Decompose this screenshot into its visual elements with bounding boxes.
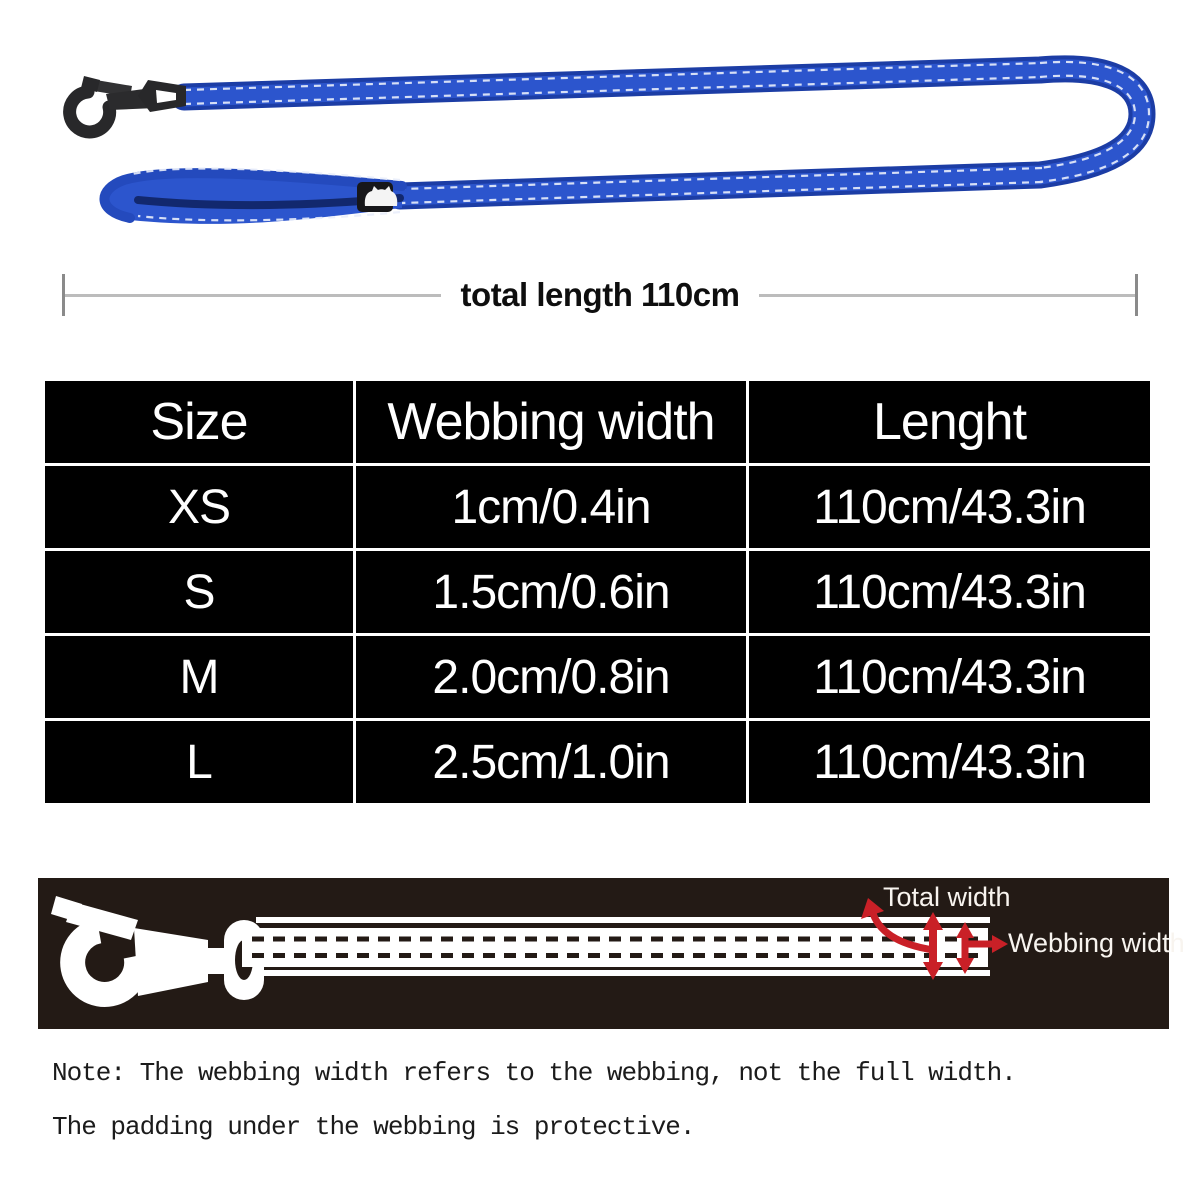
cell-webbing: 1.5cm/0.6in (355, 550, 748, 635)
size-table (42, 378, 1153, 806)
cell-size: S (44, 550, 355, 635)
note-line-1: Note: The webbing width refers to the webbing, not the full width. (52, 1058, 1016, 1088)
note-line-2: The padding under the webbing is protective. (52, 1112, 695, 1142)
measure-line-right (759, 294, 1135, 297)
table-row-m (44, 635, 1152, 720)
snap-hook-silhouette-icon (51, 896, 264, 1000)
col-header-webbing: Webbing width (355, 380, 748, 465)
measure-line-left (65, 294, 441, 297)
table-row-l (44, 720, 1152, 805)
total-length-measure (62, 271, 1138, 319)
leash-photo (0, 0, 1200, 260)
cell-length: 110cm/43.3in (748, 635, 1152, 720)
table-row-xs (44, 465, 1152, 550)
col-header-length: Lenght (748, 380, 1152, 465)
width-diagram-banner (38, 878, 1185, 1029)
size-table-header-row (44, 380, 1152, 465)
cell-length: 110cm/43.3in (748, 550, 1152, 635)
cell-webbing: 2.5cm/1.0in (355, 720, 748, 805)
total-width-label: Total width (883, 882, 1011, 912)
col-header-size: Size (44, 380, 355, 465)
cell-size: L (44, 720, 355, 805)
webbing-width-label: Webbing width (1008, 928, 1185, 958)
cell-size: M (44, 635, 355, 720)
measure-right-tick (1135, 274, 1138, 316)
cell-length: 110cm/43.3in (748, 465, 1152, 550)
cell-length: 110cm/43.3in (748, 720, 1152, 805)
cell-size: XS (44, 465, 355, 550)
total-length-label: total length 110cm (460, 276, 740, 313)
dog-logo-tag (357, 182, 397, 212)
snap-hook-clasp-icon (70, 76, 186, 132)
table-row-s (44, 550, 1152, 635)
cell-webbing: 2.0cm/0.8in (355, 635, 748, 720)
cell-webbing: 1cm/0.4in (355, 465, 748, 550)
